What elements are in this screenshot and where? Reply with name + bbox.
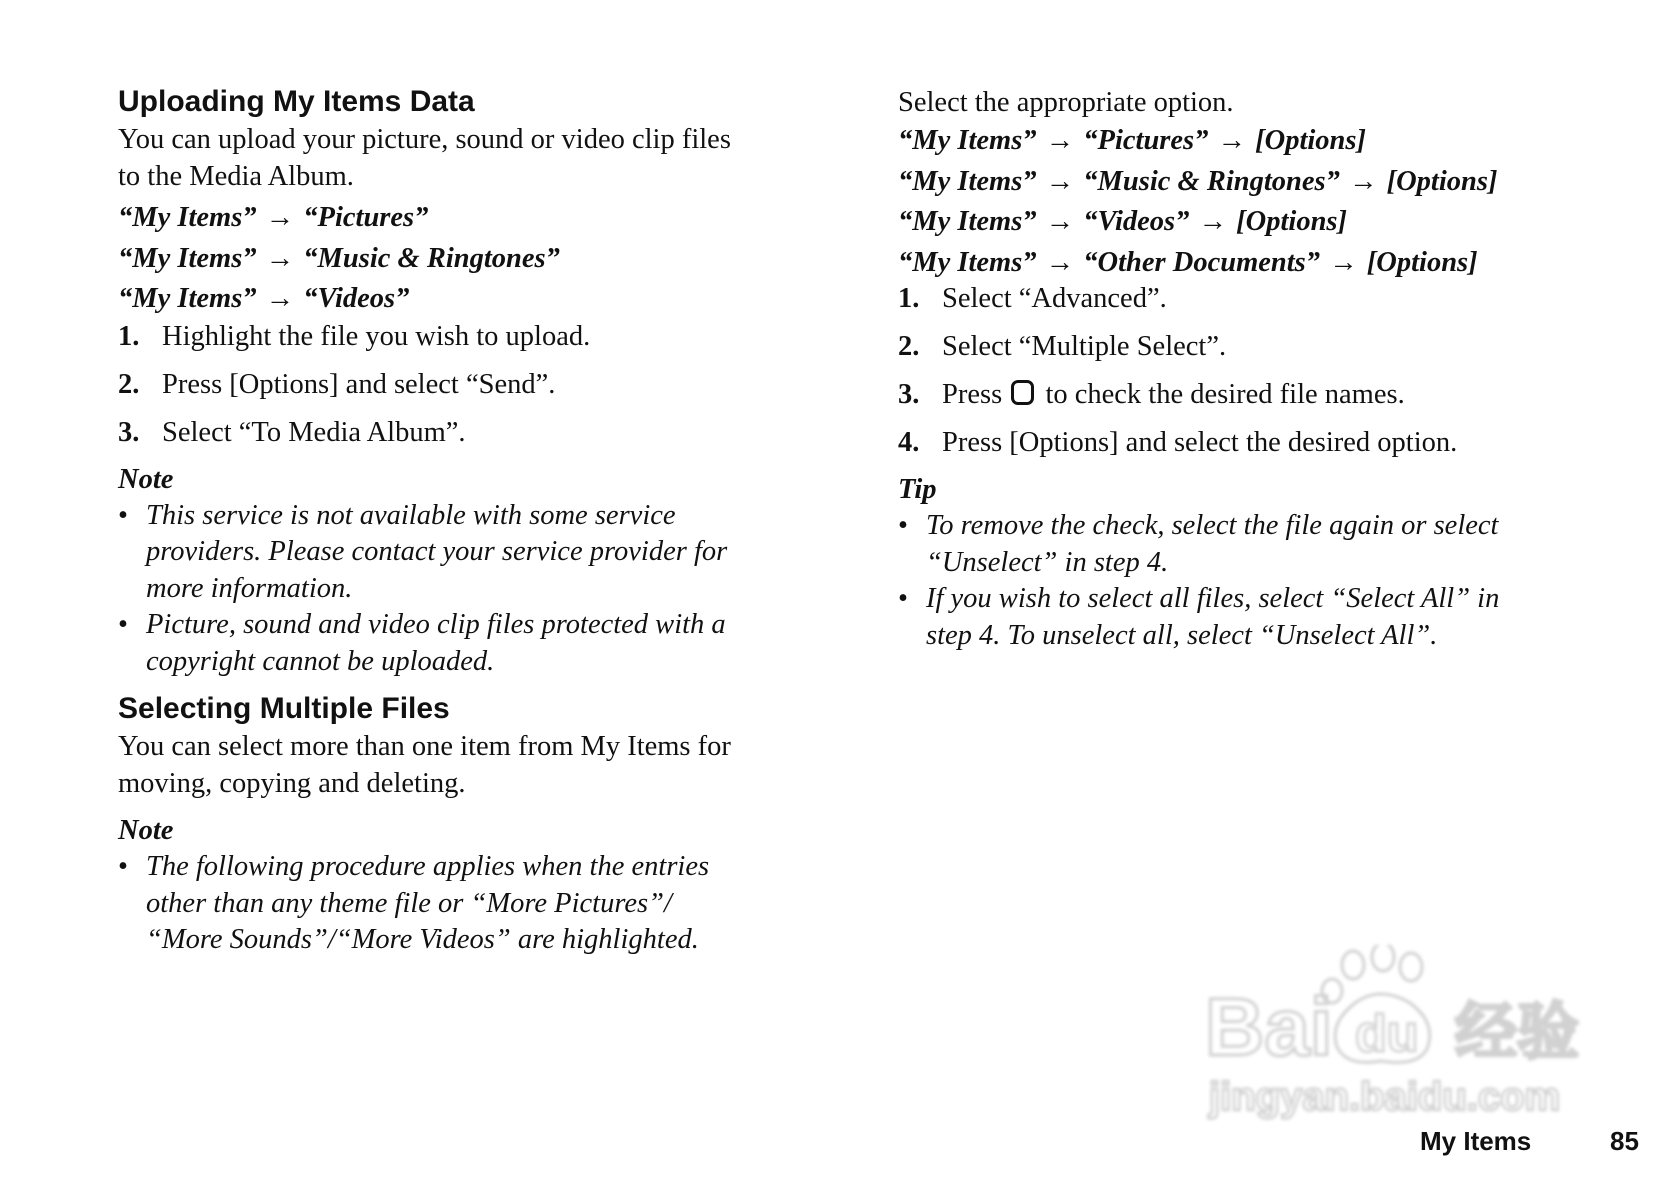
step-item (118, 414, 830, 451)
note-line: This service is not available with some service (146, 499, 676, 531)
path-part: [Options] (1236, 206, 1347, 237)
note-line: “More Sounds”/“More Videos” are highlighted. (146, 924, 699, 955)
step-number: 3. (898, 379, 920, 410)
step-number: 3. (118, 416, 140, 448)
path-part: “Music & Ringtones” (303, 242, 560, 274)
note-text (146, 849, 709, 959)
path-part: “Music & Ringtones” (1083, 165, 1340, 197)
arrow-icon: → (1045, 125, 1075, 156)
step-item (118, 318, 830, 355)
baidu-watermark-logo (1205, 945, 1600, 1145)
arrow-icon: → (1217, 125, 1246, 156)
step-text: Select “Advanced”. (942, 283, 1167, 314)
bullet-icon: • (898, 510, 908, 541)
tip-line: step 4. To unselect all, select “Unselect All”. (926, 619, 1438, 651)
note-line: Picture, sound and video clip files protected with a (146, 609, 726, 640)
bullet-icon: • (898, 583, 908, 614)
tip-text (926, 581, 1499, 654)
left-column (118, 84, 830, 959)
multiple-note (118, 813, 830, 959)
path-part: [Options] (1255, 125, 1366, 156)
upload-steps (118, 318, 830, 451)
note-item (118, 607, 830, 680)
arrow-icon: → (1348, 165, 1378, 197)
path-part: “My Items” (118, 283, 257, 314)
step-text: Highlight the file you wish to upload. (162, 320, 591, 352)
note-list (118, 849, 830, 959)
step-number: 4. (898, 427, 920, 458)
multiple-intro-line2: moving, copying and deleting. (118, 768, 466, 799)
upload-intro (118, 121, 830, 195)
arrow-icon: → (1045, 165, 1075, 197)
menu-path (898, 162, 1618, 203)
menu-path (898, 121, 1618, 162)
step-number: 1. (118, 320, 140, 352)
arrow-icon: → (1045, 206, 1075, 237)
bullet-icon: • (118, 609, 128, 640)
note-item (118, 498, 830, 608)
step-item (898, 280, 1618, 317)
arrow-icon: → (1198, 206, 1228, 237)
upload-intro-line2: to the Media Album. (118, 161, 354, 192)
step-text-post: to check the desired file names. (1045, 379, 1405, 410)
note-text (146, 498, 727, 608)
note-line: copyright cannot be uploaded. (146, 645, 495, 677)
tip-item (898, 508, 1618, 581)
options-menu-paths (898, 121, 1618, 283)
multiple-intro-line1: You can select more than one item from My Items for (118, 731, 731, 762)
step-item (898, 328, 1618, 365)
menu-path (898, 202, 1618, 243)
path-part: “My Items” (898, 246, 1037, 278)
path-part: “My Items” (898, 165, 1037, 197)
watermark-domain: jingyan.baidu.com (1209, 1075, 1561, 1119)
step-text: Press [Options] and select “Send”. (162, 368, 556, 400)
menu-path (118, 198, 830, 239)
step-item (118, 366, 830, 403)
section-heading-multiple: Selecting Multiple Files (118, 692, 450, 725)
step-text (942, 376, 1405, 413)
watermark-brand-a: Bai (1205, 982, 1333, 1073)
tip-text (926, 508, 1498, 581)
upload-note (118, 462, 830, 681)
tip-block (898, 472, 1618, 654)
path-part: “My Items” (118, 202, 257, 233)
note-list (118, 498, 830, 681)
path-part: “Pictures” (303, 202, 429, 233)
tip-line: “Unselect” in step 4. (926, 546, 1169, 578)
note-title: Note (118, 815, 174, 846)
bullet-icon: • (118, 499, 128, 531)
step-item (898, 376, 1618, 413)
watermark-brand-b: du (1355, 1005, 1419, 1063)
step-text: Press [Options] and select the desired option. (942, 427, 1458, 458)
note-line: other than any theme file or “More Pictures”/ (146, 887, 672, 919)
path-part: “Videos” (303, 283, 410, 314)
menu-path (118, 279, 830, 320)
arrow-icon: → (1329, 246, 1358, 278)
step-number: 2. (118, 368, 140, 400)
center-key-icon (1011, 380, 1034, 405)
upload-menu-paths (118, 198, 830, 320)
tip-line: To remove the check, select the file again or select (926, 510, 1499, 541)
note-item (118, 849, 830, 959)
path-part: “Pictures” (1083, 125, 1209, 156)
right-column (898, 84, 1618, 654)
menu-path (118, 239, 830, 280)
step-text: Select “To Media Album”. (162, 416, 466, 448)
step-text-pre: Press (942, 379, 1003, 410)
path-part: “Videos” (1083, 206, 1190, 237)
footer-section-name: My Items (1420, 1126, 1532, 1156)
upload-intro-line1: You can upload your picture, sound or video clip files (118, 124, 731, 155)
tip-list (898, 508, 1618, 654)
bullet-icon: • (118, 851, 128, 882)
step-number: 1. (898, 283, 920, 314)
note-line: The following procedure applies when the entries (146, 851, 710, 882)
path-part: “My Items” (118, 242, 257, 274)
arrow-icon: → (1045, 246, 1075, 278)
arrow-icon: → (265, 242, 295, 274)
tip-item (898, 581, 1618, 654)
page-number: 85 (1610, 1126, 1639, 1156)
menu-path (898, 243, 1618, 284)
section-heading-uploading: Uploading My Items Data (118, 85, 475, 118)
note-line: providers. Please contact your service provider for (146, 536, 728, 567)
watermark-brand-cn: 经验 (1455, 995, 1580, 1068)
path-part: “Other Documents” (1083, 246, 1321, 278)
tip-title: Tip (898, 474, 937, 505)
multiple-intro (118, 728, 830, 802)
step-number: 2. (898, 331, 920, 362)
note-line: more information. (146, 572, 353, 604)
note-text (146, 607, 726, 680)
step-text: Select “Multiple Select”. (942, 331, 1227, 362)
multiple-select-steps (898, 280, 1618, 461)
note-title: Note (118, 463, 174, 495)
path-part: [Options] (1366, 246, 1478, 278)
tip-line: If you wish to select all files, select “Select All” in (926, 583, 1500, 614)
arrow-icon: → (265, 202, 295, 233)
path-part: “My Items” (898, 206, 1037, 237)
path-part: [Options] (1386, 165, 1498, 197)
path-part: “My Items” (898, 125, 1037, 156)
step-item (898, 424, 1618, 461)
select-option-intro: Select the appropriate option. (898, 87, 1234, 118)
arrow-icon: → (265, 283, 295, 314)
